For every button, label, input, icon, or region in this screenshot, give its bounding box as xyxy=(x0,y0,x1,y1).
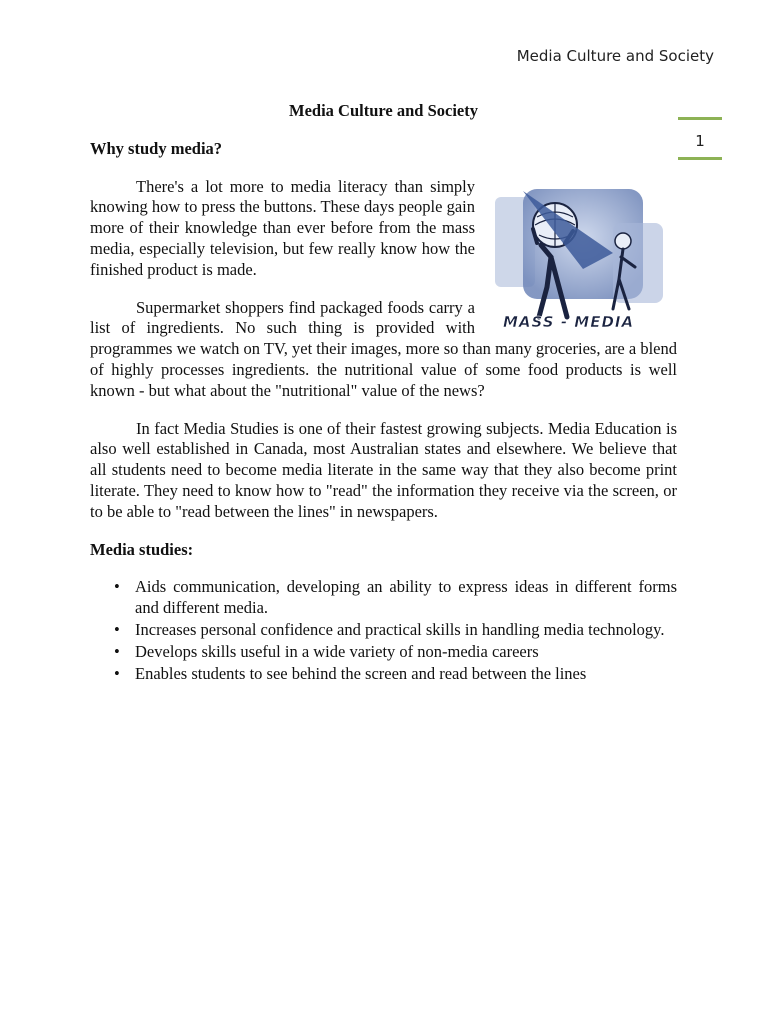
list-item-text: Enables students to see behind the screen and read between the lines xyxy=(135,663,587,683)
list-item-text: Increases personal confidence and practical skills in handling media technology. xyxy=(135,619,665,639)
bullet-icon: • xyxy=(114,641,120,661)
bullet-icon: • xyxy=(114,577,120,597)
list-item xyxy=(90,620,677,641)
page-number-box xyxy=(678,117,722,160)
list-item xyxy=(90,664,677,685)
mass-media-clipart-icon xyxy=(493,183,671,335)
running-header-title: Media Culture and Society xyxy=(516,47,714,65)
bullet-icon: • xyxy=(114,619,120,639)
paragraph-2: Supermarket shoppers find packaged foods carry a list of ingredients. No such thing is provided with programmes we watch on TV, yet their images, more so than many groceries, are a blend of highly processes ingredients. the nutritional value of some food products is well known - but what about the "nutritional" value of the news? xyxy=(90,297,677,400)
heading-why-study-media: Why study media? xyxy=(90,138,223,158)
media-studies-list xyxy=(90,577,677,684)
list-item-text: Aids communication, developing an ability to express ideas in different forms and different media. xyxy=(135,577,677,618)
heading-media-studies: Media studies: xyxy=(90,539,194,559)
page-number-top-rule xyxy=(678,117,722,120)
bullet-icon: • xyxy=(114,663,120,683)
page-number: 1 xyxy=(695,132,705,150)
document-title: Media Culture and Society xyxy=(289,101,478,120)
paragraph-3: In fact Media Studies is one of their fastest growing subjects. Media Education is also well established in Canada, most Australian states and elsewhere. We believe that all students need to become media literate in the same way that they also become print literate. They need to know how to "read" the information they receive via the screen, or to be able to "read between the lines" in newspapers. xyxy=(90,418,677,521)
document-body xyxy=(90,101,677,685)
list-item-text: Develops skills useful in a wide variety of non-media careers xyxy=(135,641,539,661)
list-item xyxy=(90,642,677,663)
list-item xyxy=(90,577,677,619)
mass-media-caption: MASS - MEDIA xyxy=(503,312,635,331)
mass-media-illustration xyxy=(493,183,671,335)
paragraph-1: There's a lot more to media literacy than simply knowing how to press the buttons. These days people gain more of their knowledge than ever before from the mass media, especially television, but few really know how the finished product is made. xyxy=(90,176,475,279)
page-number-bottom-rule xyxy=(678,157,722,160)
